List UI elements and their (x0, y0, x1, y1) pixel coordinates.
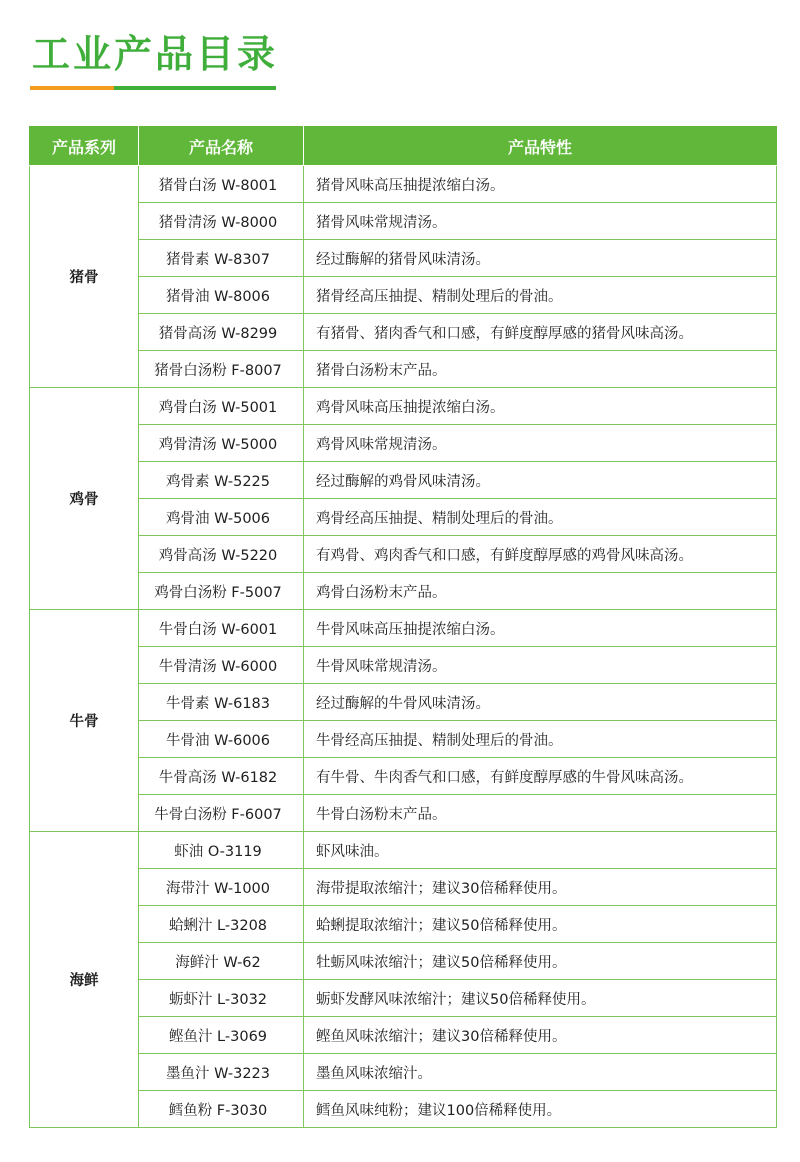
product-feature-cell: 有鸡骨、鸡肉香气和口感，有鲜度醇厚感的鸡骨风味高汤。 (304, 536, 777, 573)
series-cell: 牛骨 (30, 610, 139, 832)
product-feature-cell: 猪骨风味常规清汤。 (304, 203, 777, 240)
table-body (30, 166, 777, 1128)
series-cell: 鸡骨 (30, 388, 139, 610)
product-feature-cell: 鸡骨经高压抽提、精制处理后的骨油。 (304, 499, 777, 536)
table-row (30, 240, 777, 277)
product-name-cell: 海带汁 W-1000 (139, 869, 304, 906)
product-name-cell: 牛骨白汤 W-6001 (139, 610, 304, 647)
series-cell: 海鲜 (30, 832, 139, 1128)
table-row (30, 1054, 777, 1091)
product-name-cell: 鸡骨白汤粉 F-5007 (139, 573, 304, 610)
product-feature-cell: 猪骨风味高压抽提浓缩白汤。 (304, 166, 777, 203)
product-name-cell: 猪骨素 W-8307 (139, 240, 304, 277)
title-underline-orange (30, 86, 114, 90)
title-underline (30, 86, 276, 90)
product-name-cell: 猪骨高汤 W-8299 (139, 314, 304, 351)
product-name-cell: 牛骨清汤 W-6000 (139, 647, 304, 684)
table-row (30, 647, 777, 684)
product-name-cell: 牛骨白汤粉 F-6007 (139, 795, 304, 832)
table-row (30, 758, 777, 795)
table-row (30, 388, 777, 425)
product-feature-cell: 经过酶解的猪骨风味清汤。 (304, 240, 777, 277)
product-feature-cell: 鸡骨白汤粉末产品。 (304, 573, 777, 610)
series-cell: 猪骨 (30, 166, 139, 388)
table-row (30, 906, 777, 943)
table-row (30, 610, 777, 647)
product-feature-cell: 猪骨经高压抽提、精制处理后的骨油。 (304, 277, 777, 314)
product-feature-cell: 蛎虾发酵风味浓缩汁；建议50倍稀释使用。 (304, 980, 777, 1017)
table-row (30, 1091, 777, 1128)
product-feature-cell: 墨鱼风味浓缩汁。 (304, 1054, 777, 1091)
table-row (30, 684, 777, 721)
product-name-cell: 海鲜汁 W-62 (139, 943, 304, 980)
table-row (30, 314, 777, 351)
product-feature-cell: 蛤蜊提取浓缩汁；建议50倍稀释使用。 (304, 906, 777, 943)
table-row (30, 795, 777, 832)
table-row (30, 462, 777, 499)
product-feature-cell: 经过酶解的牛骨风味清汤。 (304, 684, 777, 721)
product-name-cell: 蛎虾汁 L-3032 (139, 980, 304, 1017)
product-name-cell: 鸡骨油 W-5006 (139, 499, 304, 536)
table-row (30, 425, 777, 462)
product-feature-cell: 牛骨风味常规清汤。 (304, 647, 777, 684)
table-row (30, 832, 777, 869)
table-row (30, 721, 777, 758)
product-feature-cell: 牛骨白汤粉末产品。 (304, 795, 777, 832)
table-row (30, 351, 777, 388)
product-name-cell: 蛤蜊汁 L-3208 (139, 906, 304, 943)
product-name-cell: 猪骨清汤 W-8000 (139, 203, 304, 240)
product-feature-cell: 有猪骨、猪肉香气和口感，有鲜度醇厚感的猪骨风味高汤。 (304, 314, 777, 351)
product-name-cell: 牛骨油 W-6006 (139, 721, 304, 758)
table-row (30, 536, 777, 573)
product-feature-cell: 有牛骨、牛肉香气和口感，有鲜度醇厚感的牛骨风味高汤。 (304, 758, 777, 795)
table-row (30, 166, 777, 203)
title-underline-green (114, 86, 276, 90)
product-name-cell: 牛骨素 W-6183 (139, 684, 304, 721)
product-name-cell: 虾油 O-3119 (139, 832, 304, 869)
product-name-cell: 猪骨油 W-8006 (139, 277, 304, 314)
table-row (30, 203, 777, 240)
product-feature-cell: 牛骨经高压抽提、精制处理后的骨油。 (304, 721, 777, 758)
product-feature-cell: 鸡骨风味高压抽提浓缩白汤。 (304, 388, 777, 425)
product-feature-cell: 牡蛎风味浓缩汁；建议50倍稀释使用。 (304, 943, 777, 980)
table-row (30, 943, 777, 980)
table-row (30, 980, 777, 1017)
product-feature-cell: 鲣鱼风味浓缩汁；建议30倍稀释使用。 (304, 1017, 777, 1054)
column-header-feature: 产品特性 (304, 127, 777, 166)
product-feature-cell: 海带提取浓缩汁；建议30倍稀释使用。 (304, 869, 777, 906)
column-header-name: 产品名称 (139, 127, 304, 166)
product-name-cell: 鲣鱼汁 L-3069 (139, 1017, 304, 1054)
table-row (30, 499, 777, 536)
product-feature-cell: 牛骨风味高压抽提浓缩白汤。 (304, 610, 777, 647)
table-row (30, 869, 777, 906)
product-catalog-table (29, 126, 777, 1128)
product-feature-cell: 猪骨白汤粉末产品。 (304, 351, 777, 388)
table-row (30, 277, 777, 314)
product-name-cell: 鸡骨白汤 W-5001 (139, 388, 304, 425)
product-name-cell: 牛骨高汤 W-6182 (139, 758, 304, 795)
product-feature-cell: 鳕鱼风味纯粉；建议100倍稀释使用。 (304, 1091, 777, 1128)
product-name-cell: 鸡骨素 W-5225 (139, 462, 304, 499)
product-name-cell: 猪骨白汤粉 F-8007 (139, 351, 304, 388)
product-feature-cell: 经过酶解的鸡骨风味清汤。 (304, 462, 777, 499)
table-header-row (30, 127, 777, 166)
table-row (30, 573, 777, 610)
product-feature-cell: 虾风味油。 (304, 832, 777, 869)
product-catalog-table-container (29, 126, 776, 1128)
product-name-cell: 墨鱼汁 W-3223 (139, 1054, 304, 1091)
table-row (30, 1017, 777, 1054)
column-header-series: 产品系列 (30, 127, 139, 166)
product-name-cell: 猪骨白汤 W-8001 (139, 166, 304, 203)
product-name-cell: 鳕鱼粉 F-3030 (139, 1091, 304, 1128)
product-name-cell: 鸡骨清汤 W-5000 (139, 425, 304, 462)
product-feature-cell: 鸡骨风味常规清汤。 (304, 425, 777, 462)
product-name-cell: 鸡骨高汤 W-5220 (139, 536, 304, 573)
page-title: 工业产品目录 (32, 32, 279, 76)
